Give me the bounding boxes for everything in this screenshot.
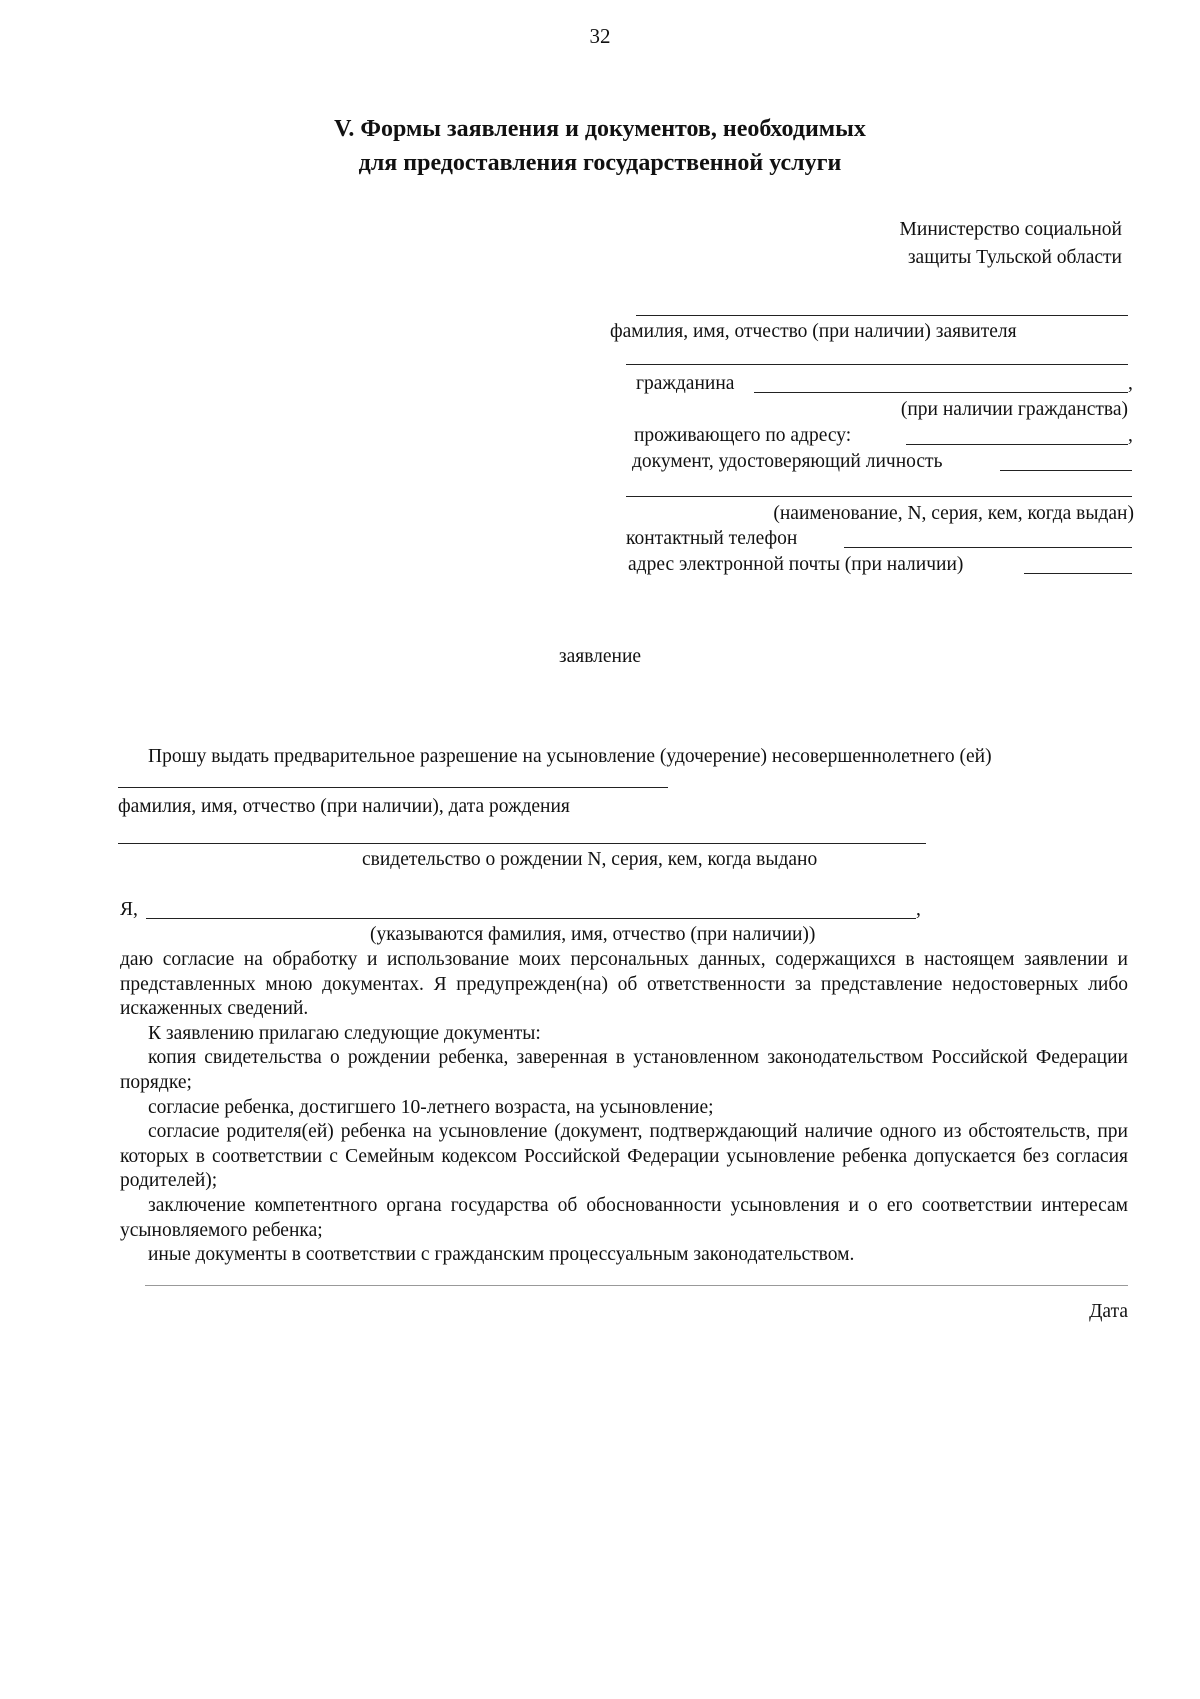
declarant-name-comma: , bbox=[916, 899, 921, 920]
declarant-name-field[interactable] bbox=[146, 918, 916, 919]
id-document-caption: (наименование, N, серия, кем, когда выдан) bbox=[773, 503, 1134, 524]
consent-text: даю согласие на обработку и использование моих персональных данных, содержащихся в настоящем заявлении и представленных мною документах. Я предупрежден(на) об ответственности за представление недостоверных либо искаженных сведений. bbox=[120, 949, 1128, 1020]
addressee-line-1: Министерство социальной bbox=[899, 219, 1122, 240]
birth-certificate-field[interactable] bbox=[118, 843, 926, 844]
attachments-intro: К заявлению прилагаю следующие документы: bbox=[148, 1022, 541, 1044]
applicant-extra-line[interactable] bbox=[626, 364, 1128, 365]
citizenship-field[interactable] bbox=[754, 392, 1128, 393]
applicant-fio-caption: фамилия, имя, отчество (при наличии) заявителя bbox=[610, 321, 1017, 342]
attachment-item: иные документы в соответствии с гражданским процессуальным законодательством. bbox=[148, 1244, 855, 1266]
consent-and-attachments bbox=[120, 948, 1128, 1268]
section-heading bbox=[0, 112, 1200, 180]
address-field[interactable] bbox=[906, 444, 1128, 445]
id-document-line-2[interactable] bbox=[626, 496, 1132, 497]
address-label: проживающего по адресу: bbox=[634, 425, 852, 446]
attachment-item: согласие родителя(ей) ребенка на усыновление (документ, подтверждающий наличие одного из обстоятельств, при которых в соответствии с Семейным кодексом Российской Федерации усыновление ребенка допускается без согласия родителей); bbox=[120, 1121, 1128, 1192]
phone-label: контактный телефон bbox=[626, 528, 798, 549]
attachment-item: копия свидетельства о рождении ребенка, заверенная в установленном законодательством Российской Федерации порядке; bbox=[120, 1047, 1128, 1093]
email-label: адрес электронной почты (при наличии) bbox=[628, 554, 964, 575]
page-number: 32 bbox=[589, 24, 611, 48]
request-text: Прошу выдать предварительное разрешение на усыновление (удочерение) несовершеннолетнего (ей) bbox=[148, 746, 992, 767]
child-name-field[interactable] bbox=[118, 787, 668, 788]
footer-divider bbox=[145, 1285, 1128, 1286]
section-heading-line-2: для предоставления государственной услуги bbox=[358, 150, 842, 176]
attachment-item: заключение компетентного органа государства об обоснованности усыновления и о его соответствии интересам усыновляемого ребенка; bbox=[120, 1194, 1128, 1241]
applicant-fio-line[interactable] bbox=[636, 315, 1128, 316]
email-field[interactable] bbox=[1024, 573, 1132, 574]
section-heading-line-1: V. Формы заявления и документов, необходимых bbox=[334, 116, 866, 142]
citizenship-caption: (при наличии гражданства) bbox=[900, 399, 1128, 420]
i-label: Я, bbox=[120, 899, 138, 920]
id-document-label: документ, удостоверяющий личность bbox=[632, 451, 943, 472]
addressee-block bbox=[900, 216, 1122, 272]
child-name-caption: фамилия, имя, отчество (при наличии), дата рождения bbox=[118, 796, 570, 817]
document-title: заявление bbox=[558, 646, 642, 667]
declarant-name-caption: (указываются фамилия, имя, отчество (при наличии)) bbox=[370, 924, 816, 945]
citizenship-comma: , bbox=[1128, 373, 1133, 394]
address-comma: , bbox=[1128, 425, 1133, 446]
id-document-field[interactable] bbox=[1000, 470, 1132, 471]
date-label: Дата bbox=[1089, 1301, 1128, 1322]
attachment-item: согласие ребенка, достигшего 10-летнего возраста, на усыновление; bbox=[148, 1096, 714, 1118]
citizen-label: гражданина bbox=[636, 373, 735, 394]
addressee-line-2: защиты Тульской области bbox=[907, 247, 1122, 268]
birth-certificate-caption: свидетельство о рождении N, серия, кем, когда выдано bbox=[362, 849, 818, 870]
phone-field[interactable] bbox=[844, 547, 1132, 548]
